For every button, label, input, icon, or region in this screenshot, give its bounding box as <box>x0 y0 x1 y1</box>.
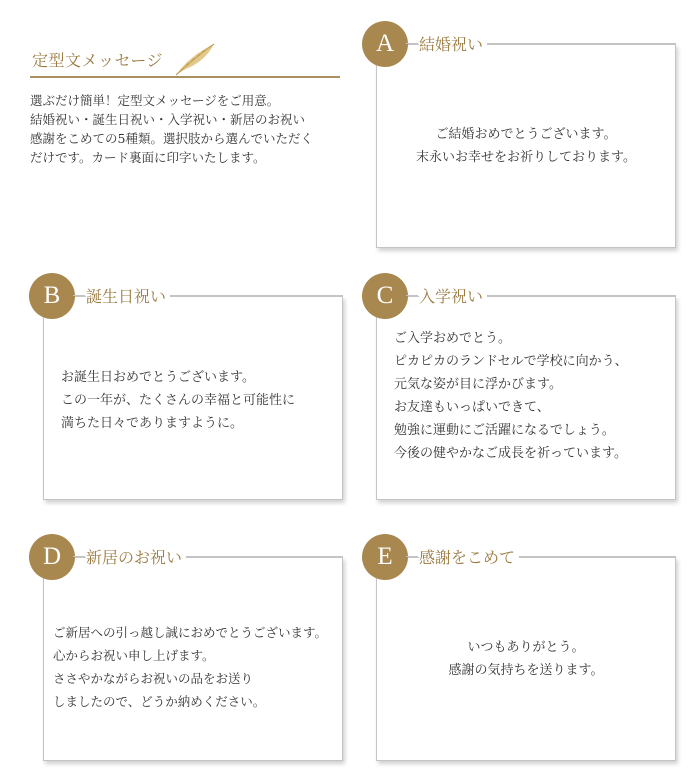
message-line: いつもありがとう。 <box>467 640 585 655</box>
header-rule <box>519 556 676 557</box>
card-title: 感謝をこめて <box>419 545 519 568</box>
feather-icon <box>172 42 216 76</box>
intro-line: 結婚祝い・誕生日祝い・入学祝い・新居のお祝い <box>30 112 306 127</box>
message-line: お友達もいっぱいできて、 <box>394 400 550 415</box>
intro-title: 定型文メッセージ <box>32 51 164 70</box>
card-d[interactable] <box>42 543 343 761</box>
card-c[interactable] <box>376 282 676 500</box>
intro-title-row <box>30 42 340 78</box>
message-line: 今後の健やかなご成長を祈っています。 <box>394 446 627 461</box>
intro-section <box>30 42 340 167</box>
card-message <box>53 621 343 713</box>
card-title: 結婚祝い <box>419 32 487 55</box>
card-header <box>29 273 343 319</box>
letter-badge: C <box>362 273 408 319</box>
card-title: 誕生日祝い <box>86 284 170 307</box>
header-rule <box>487 295 676 296</box>
card-e[interactable] <box>376 543 676 761</box>
letter-badge: A <box>362 21 408 67</box>
letter-badge: D <box>29 534 75 580</box>
header-rule <box>170 295 343 296</box>
header-rule <box>487 43 676 44</box>
message-line: 勉強に運動にご活躍になるでしょう。 <box>394 423 615 438</box>
header-connector <box>406 43 418 44</box>
message-line: 心からお祝い申し上げます。 <box>53 648 215 663</box>
message-line: ご結婚おめでとうございます。 <box>435 127 617 142</box>
message-line: お誕生日おめでとうございます。 <box>61 370 255 385</box>
card-b[interactable] <box>43 282 343 500</box>
header-connector <box>73 295 85 296</box>
card-header <box>362 273 676 319</box>
message-line: ご入学おめでとう。 <box>394 331 512 346</box>
message-line: この一年が、たくさんの幸福と可能性に <box>61 393 296 408</box>
message-line: ささやかながらお祝いの品をお送り <box>53 671 254 686</box>
message-line: 感謝の気持ちを送ります。 <box>448 663 604 678</box>
message-line: 末永いお幸せをお祈りしております。 <box>416 150 636 165</box>
intro-line: だけです。カード裏面に印字いたします。 <box>30 150 266 165</box>
message-line: しましたので、どうか納めください。 <box>53 694 266 709</box>
intro-line: 感謝をこめての5種類。選択肢から選んでいただく <box>30 131 313 146</box>
message-line: ピカピカのランドセルで学校に向かう、 <box>394 354 628 369</box>
message-line: 元気な姿が目に浮かびます。 <box>394 377 562 392</box>
card-a[interactable] <box>375 30 676 248</box>
header-connector <box>406 295 418 296</box>
card-message <box>61 366 343 435</box>
header-connector <box>73 556 85 557</box>
intro-line: 選ぶだけ簡単！定型文メッセージをご用意。 <box>30 93 280 108</box>
letter-badge: E <box>362 534 408 580</box>
card-message <box>394 327 676 465</box>
message-line: ご新居への引っ越し誠におめでとうございます。 <box>53 625 328 640</box>
letter-badge: B <box>29 273 75 319</box>
card-header <box>362 21 676 67</box>
card-header <box>29 534 343 580</box>
header-connector <box>406 556 418 557</box>
header-rule <box>186 556 343 557</box>
card-message <box>376 123 676 169</box>
card-header <box>362 534 676 580</box>
card-message <box>376 636 676 682</box>
card-title: 入学祝い <box>419 284 487 307</box>
card-title: 新居のお祝い <box>86 545 186 568</box>
intro-description <box>30 91 340 167</box>
message-line: 満ちた日々でありますように。 <box>61 416 244 431</box>
